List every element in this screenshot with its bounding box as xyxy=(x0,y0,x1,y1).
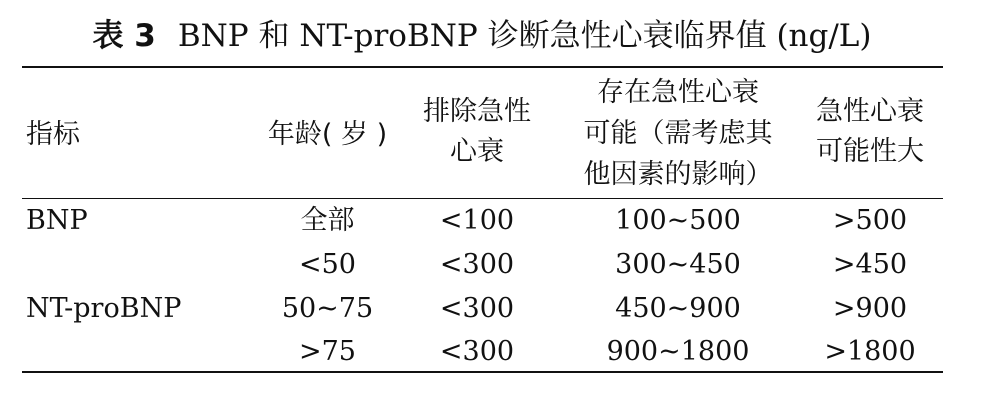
cell-exclude: <300 xyxy=(439,249,515,280)
cell-age: <50 xyxy=(299,249,356,280)
header-likely xyxy=(800,92,940,172)
cell-indicator: BNP xyxy=(26,205,88,236)
cell-age: 50~75 xyxy=(281,293,374,324)
header-possible-line: 存在急性心衰 xyxy=(597,77,759,108)
header-exclude-line: 心衰 xyxy=(450,136,504,167)
cell-possible: 300~450 xyxy=(615,249,741,280)
header-exclude xyxy=(412,92,542,172)
cell-age: >75 xyxy=(299,336,356,367)
header-rule xyxy=(22,198,943,199)
cell-possible: 100~500 xyxy=(615,205,741,236)
bottom-rule xyxy=(22,371,943,373)
table-title: BNP 和 NT-proBNP 诊断急性心衰临界值 (ng/L) xyxy=(177,18,872,54)
header-possible-line: 可能（需考虑其 xyxy=(583,118,773,149)
cell-likely: >500 xyxy=(832,205,908,236)
cell-exclude: <300 xyxy=(439,293,515,324)
cell-possible: 450~900 xyxy=(615,293,741,324)
cell-possible: 900~1800 xyxy=(606,336,750,367)
table-caption xyxy=(22,14,942,58)
cell-likely: >1800 xyxy=(824,336,916,367)
cell-exclude: <100 xyxy=(439,205,515,236)
header-possible-line: 他因素的影响） xyxy=(583,159,773,190)
cell-age: 全部 xyxy=(300,205,355,236)
cell-likely: >450 xyxy=(832,249,908,280)
cell-indicator: NT-proBNP xyxy=(26,293,182,324)
header-exclude-line: 排除急性 xyxy=(423,96,531,127)
header-likely-line: 急性心衰 xyxy=(816,96,924,127)
header-likely-line: 可能性大 xyxy=(816,136,924,167)
cell-likely: >900 xyxy=(832,293,908,324)
top-rule xyxy=(22,66,943,68)
header-age: 年龄( 岁 ) xyxy=(267,119,388,150)
table-label: 表 3 xyxy=(92,18,156,54)
header-indicator: 指标 xyxy=(26,119,80,150)
header-possible xyxy=(548,72,808,195)
cell-exclude: <300 xyxy=(439,336,515,367)
